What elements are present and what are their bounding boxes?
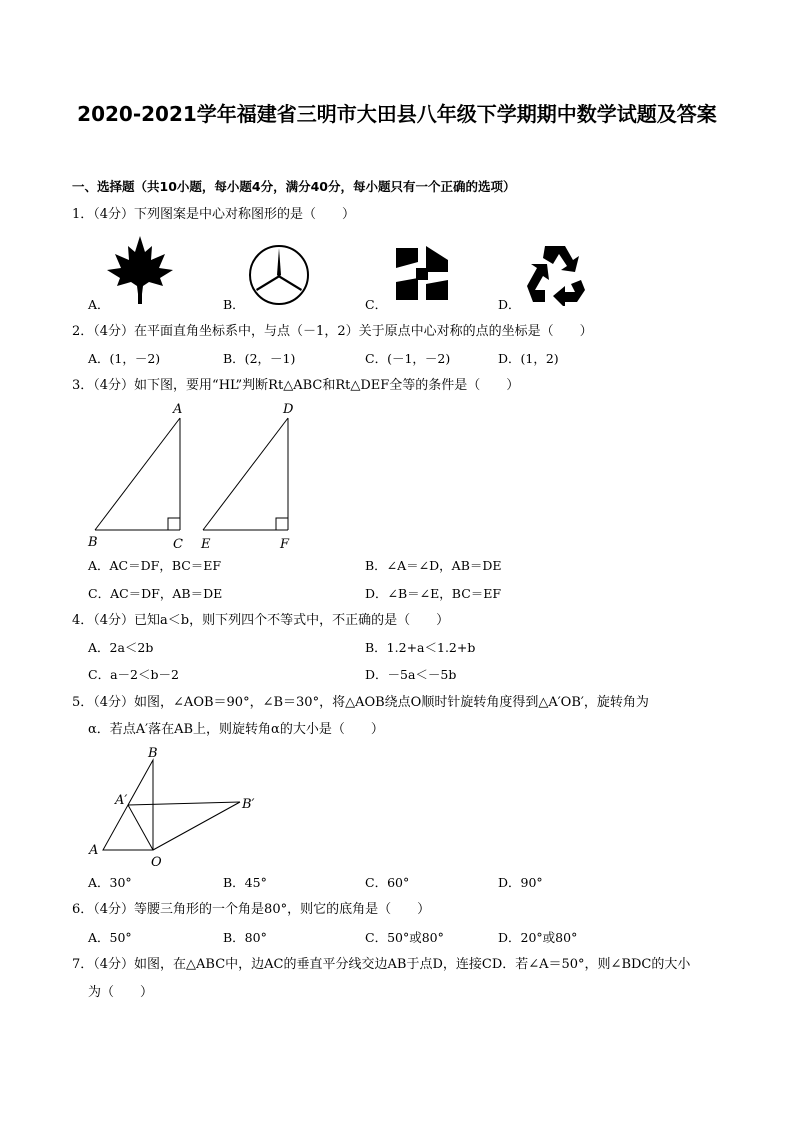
q3-option-d[interactable]: D．∠B＝∠E，BC＝EF (365, 586, 502, 601)
q6-option-c[interactable]: C．50°或80° (365, 930, 444, 945)
section-heading: 一、选择题（共10小题，每小题4分，满分40分，每小题只有一个正确的选项） (72, 179, 516, 194)
question-4-stem: 4．（4分）已知a＜b，则下列四个不等式中，不正确的是（ ） (72, 613, 450, 628)
q5-rotation-figure (85, 742, 265, 870)
question-7-stem-line1: 7．（4分）如图，在△ABC中，边AC的垂直平分线交边AB于点D，连接CD．若∠A＝50°，则∠BDC的大小 (72, 957, 691, 972)
q2-option-d[interactable]: D．(1，2) (498, 351, 559, 366)
q1-option-d[interactable]: D． (498, 297, 521, 312)
question-3-stem: 3．（4分）如下图，要用“HL”判断Rt△ABC和Rt△DEF全等的条件是（ ） (72, 378, 520, 393)
q5-option-d[interactable]: D．90° (498, 875, 543, 890)
triangle-abc (95, 418, 180, 530)
label-o: O (151, 855, 162, 870)
q6-option-b[interactable]: B．80° (223, 930, 267, 945)
q3-option-c[interactable]: C．AC＝DF，AB＝DE (88, 586, 223, 601)
label-d: D (283, 402, 294, 417)
question-1-stem: 1．（4分）下列图案是中心对称图形的是（ ） (72, 207, 356, 222)
question-5-stem-line1: 5．（4分）如图，∠AOB＝90°，∠B＝30°，将△AOB绕点O顺时针旋转角度得到△A′OB′，旋转角为 (72, 695, 649, 710)
q4-option-b[interactable]: B．1.2+a＜1.2+b (365, 640, 476, 655)
label-b: B (88, 535, 98, 550)
q1-option-c[interactable]: C． (365, 297, 388, 312)
q4-option-c[interactable]: C．a－2＜b－2 (88, 667, 179, 682)
label-b-prime: B′ (242, 797, 255, 812)
question-7-stem-line2: 为（ ） (88, 985, 154, 1000)
q2-option-a[interactable]: A．(1，－2) (88, 351, 161, 366)
q2-option-c[interactable]: C．(－1，－2) (365, 351, 451, 366)
pinwheel-icon (390, 242, 454, 306)
q5-option-c[interactable]: C．60° (365, 875, 410, 890)
q3-option-a[interactable]: A．AC＝DF，BC＝EF (88, 558, 222, 573)
mercedes-star-icon (248, 244, 310, 306)
q2-option-b[interactable]: B．(2，－1) (223, 351, 296, 366)
q4-option-a[interactable]: A．2a＜2b (88, 640, 154, 655)
maple-leaf-icon (105, 234, 175, 306)
label-b: B (148, 746, 158, 761)
q1-option-b[interactable]: B． (223, 297, 245, 312)
q5-option-b[interactable]: B．45° (223, 875, 267, 890)
question-5-stem-line2: α．若点A′落在AB上，则旋转角α的大小是（ ） (88, 722, 384, 737)
triangle-def (203, 418, 288, 530)
q3-triangles-figure (85, 400, 305, 555)
page-title: 2020-2021学年福建省三明市大田县八年级下学期期中数学试题及答案 (77, 102, 717, 126)
question-2-stem: 2．（4分）在平面直角坐标系中，与点（－1，2）关于原点中心对称的点的坐标是（ ） (72, 324, 593, 339)
label-a-prime: A′ (115, 793, 128, 808)
label-a: A (173, 402, 183, 417)
q1-option-a[interactable]: A． (88, 297, 110, 312)
question-6-stem: 6．（4分）等腰三角形的一个角是80°，则它的底角是（ ） (72, 902, 431, 917)
recycle-icon (523, 242, 587, 306)
q6-option-a[interactable]: A．50° (88, 930, 132, 945)
label-a: A (89, 843, 99, 858)
q4-option-d[interactable]: D．－5a＜－5b (365, 667, 457, 682)
label-e: E (201, 537, 211, 552)
q3-option-b[interactable]: B．∠A＝∠D，AB＝DE (365, 558, 502, 573)
q5-option-a[interactable]: A．30° (88, 875, 132, 890)
q6-option-d[interactable]: D．20°或80° (498, 930, 578, 945)
label-c: C (173, 537, 183, 552)
label-f: F (280, 537, 290, 552)
